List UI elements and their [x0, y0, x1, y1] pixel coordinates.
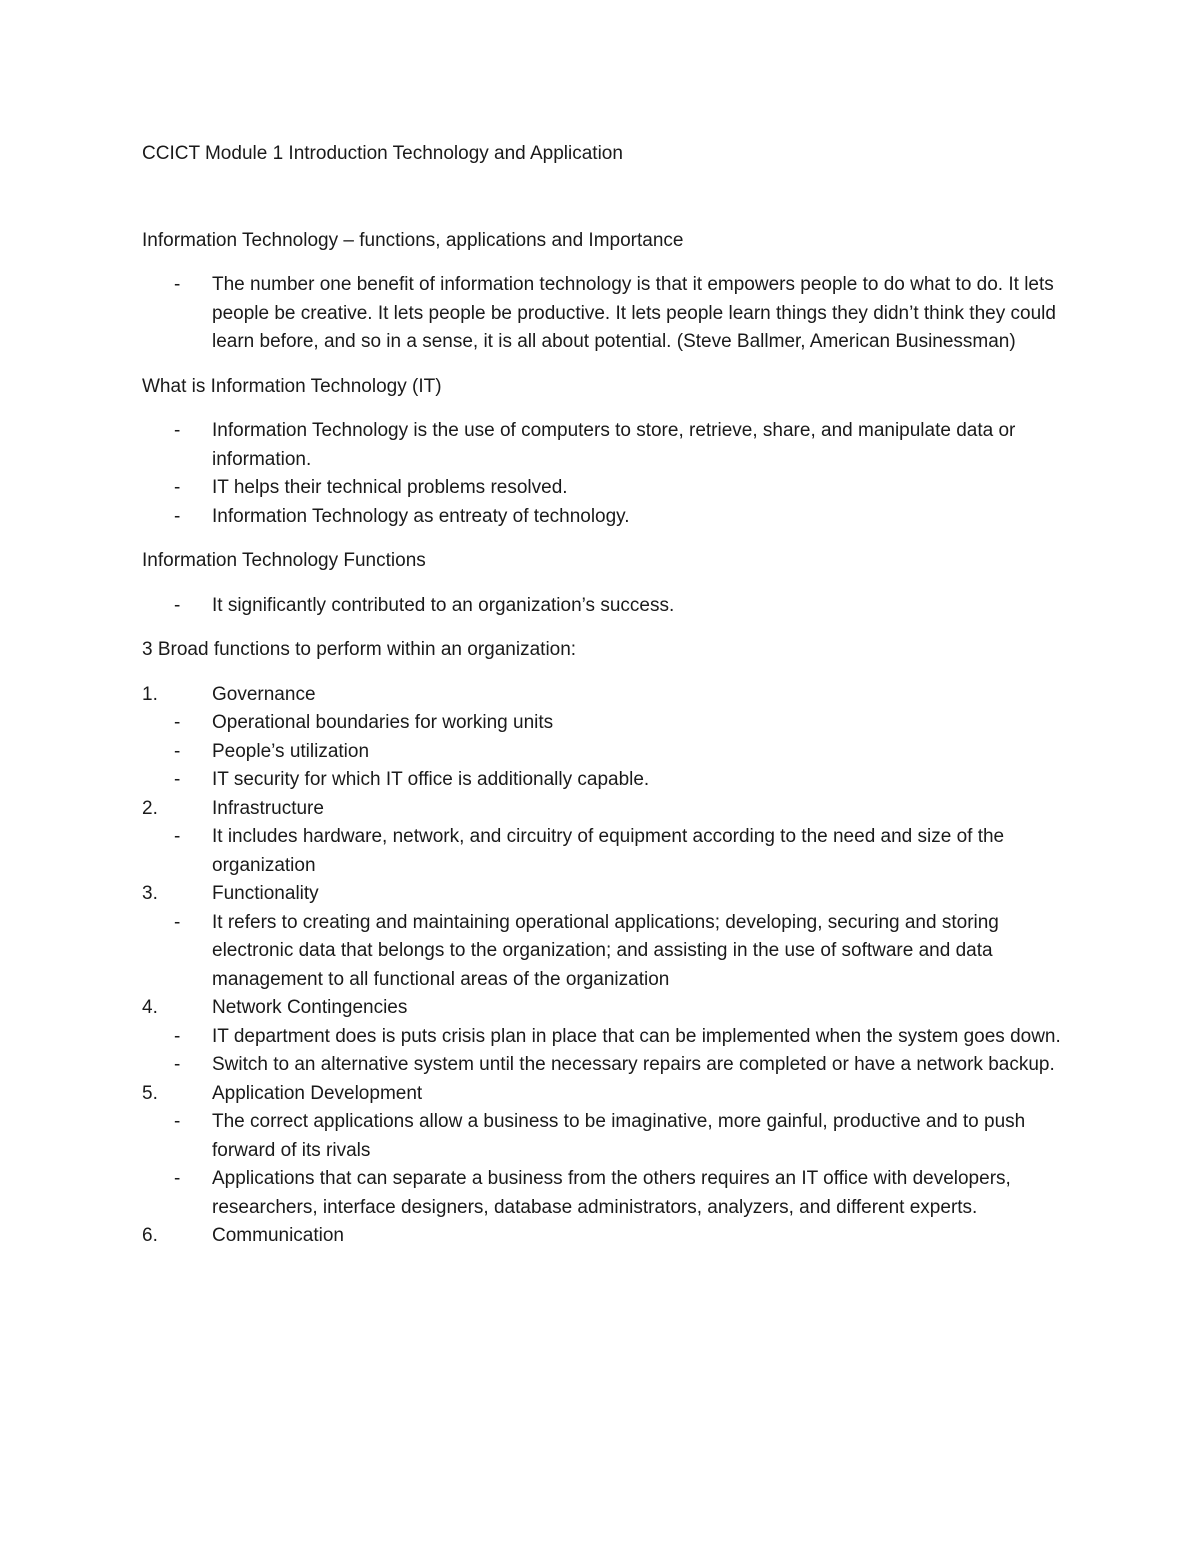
list-marker: - [174, 1168, 181, 1189]
list-item-text: Switch to an alternative system until the necessary repairs are completed or have a network backup. [212, 1054, 1055, 1075]
bullet-list [142, 271, 1072, 357]
list-item [142, 1023, 1072, 1052]
list-item-text: Operational boundaries for working units [212, 712, 554, 733]
list-item-text: Information Technology as entreaty of technology. [212, 505, 630, 527]
numbered-item [142, 994, 1072, 1023]
list-item [142, 738, 1072, 767]
list-item-text: IT helps their technical problems resolved. [212, 477, 568, 498]
list-marker: - [174, 594, 181, 616]
numbered-item [142, 1222, 1072, 1251]
list-item [142, 474, 1072, 503]
bullet-list [142, 592, 1072, 621]
list-marker: - [174, 505, 181, 527]
list-item [142, 909, 1072, 995]
list-item-text: Application Development [212, 1082, 423, 1104]
list-number: 4. [142, 997, 158, 1018]
list-marker: - [174, 712, 181, 733]
bullet-list [142, 417, 1072, 531]
list-item-text: People’s utilization [212, 740, 370, 762]
list-item-text: It includes hardware, network, and circuitry of equipment according to the need and size of the organization [212, 826, 1005, 876]
list-item [142, 766, 1072, 795]
list-item [142, 503, 1072, 532]
list-item [142, 271, 1072, 357]
list-marker: - [174, 769, 181, 790]
list-item [142, 417, 1072, 474]
list-item [142, 1165, 1072, 1222]
numbered-item [142, 795, 1072, 824]
list-item [142, 823, 1072, 880]
section-it-importance [142, 227, 1072, 357]
list-item-text: Functionality [212, 883, 319, 904]
section-heading: Information Technology Functions [142, 550, 426, 571]
list-item-text: IT security for which IT office is additionally capable. [212, 769, 650, 790]
numbered-item [142, 1080, 1072, 1109]
list-item-text: The correct applications allow a business to be imaginative, more gainful, productive and to push forward of its rivals [212, 1111, 1026, 1161]
section-what-is-it [142, 373, 1072, 532]
section-it-functions [142, 547, 1072, 620]
list-item [142, 709, 1072, 738]
list-marker: - [174, 740, 181, 762]
list-marker: - [174, 1054, 181, 1075]
list-item-text: The number one benefit of information technology is that it empowers people to do what to do. It lets people be creative. It lets people be productive. It lets people learn things they didn’t think they could learn before, and so in a sense, it is all about potential. (Steve Ballmer, American Businessman) [212, 274, 1056, 352]
list-marker: - [174, 1025, 181, 1047]
list-item [142, 592, 1072, 621]
list-marker: - [174, 420, 181, 441]
list-number: 1. [142, 683, 158, 705]
section-heading: What is Information Technology (IT) [142, 375, 442, 397]
list-item-text: IT department does is puts crisis plan in place that can be implemented when the system goes down. [212, 1025, 1061, 1047]
list-marker: - [174, 1111, 181, 1132]
list-item-text: It refers to creating and maintaining operational applications; developing, securing and storing electronic data that belongs to the organization; and assisting in the use of software and data management to all functional areas of the organization [212, 911, 999, 990]
numbered-item [142, 880, 1072, 909]
list-item-text: Governance [212, 683, 316, 705]
list-number: 5. [142, 1082, 158, 1104]
section-broad-functions [142, 636, 1072, 1251]
document-page [142, 140, 1072, 1267]
list-item-text: Information Technology is the use of computers to store, retrieve, share, and manipulate data or information. [212, 420, 1016, 470]
list-item-text: Infrastructure [212, 797, 324, 819]
list-number: 2. [142, 797, 158, 819]
list-marker: - [174, 274, 181, 295]
list-item-text: Applications that can separate a business from the others requires an IT office with developers, researchers, interface designers, database administrators, analyzers, and different experts. [212, 1168, 1011, 1218]
list-item [142, 1051, 1072, 1080]
list-marker: - [174, 911, 181, 933]
list-number: 6. [142, 1225, 158, 1246]
function-list [142, 681, 1072, 1251]
list-marker: - [174, 826, 181, 847]
list-item [142, 1108, 1072, 1165]
list-item-text: Communication [212, 1225, 344, 1246]
list-number: 3. [142, 883, 158, 904]
list-item-text: It significantly contributed to an organization’s success. [212, 594, 675, 616]
list-item-text: Network Contingencies [212, 997, 408, 1018]
section-heading: 3 Broad functions to perform within an organization: [142, 639, 577, 660]
section-heading: Information Technology – functions, applications and Importance [142, 229, 684, 251]
list-marker: - [174, 477, 181, 498]
numbered-item [142, 681, 1072, 710]
document-title: CCICT Module 1 Introduction Technology and Application [142, 143, 623, 164]
